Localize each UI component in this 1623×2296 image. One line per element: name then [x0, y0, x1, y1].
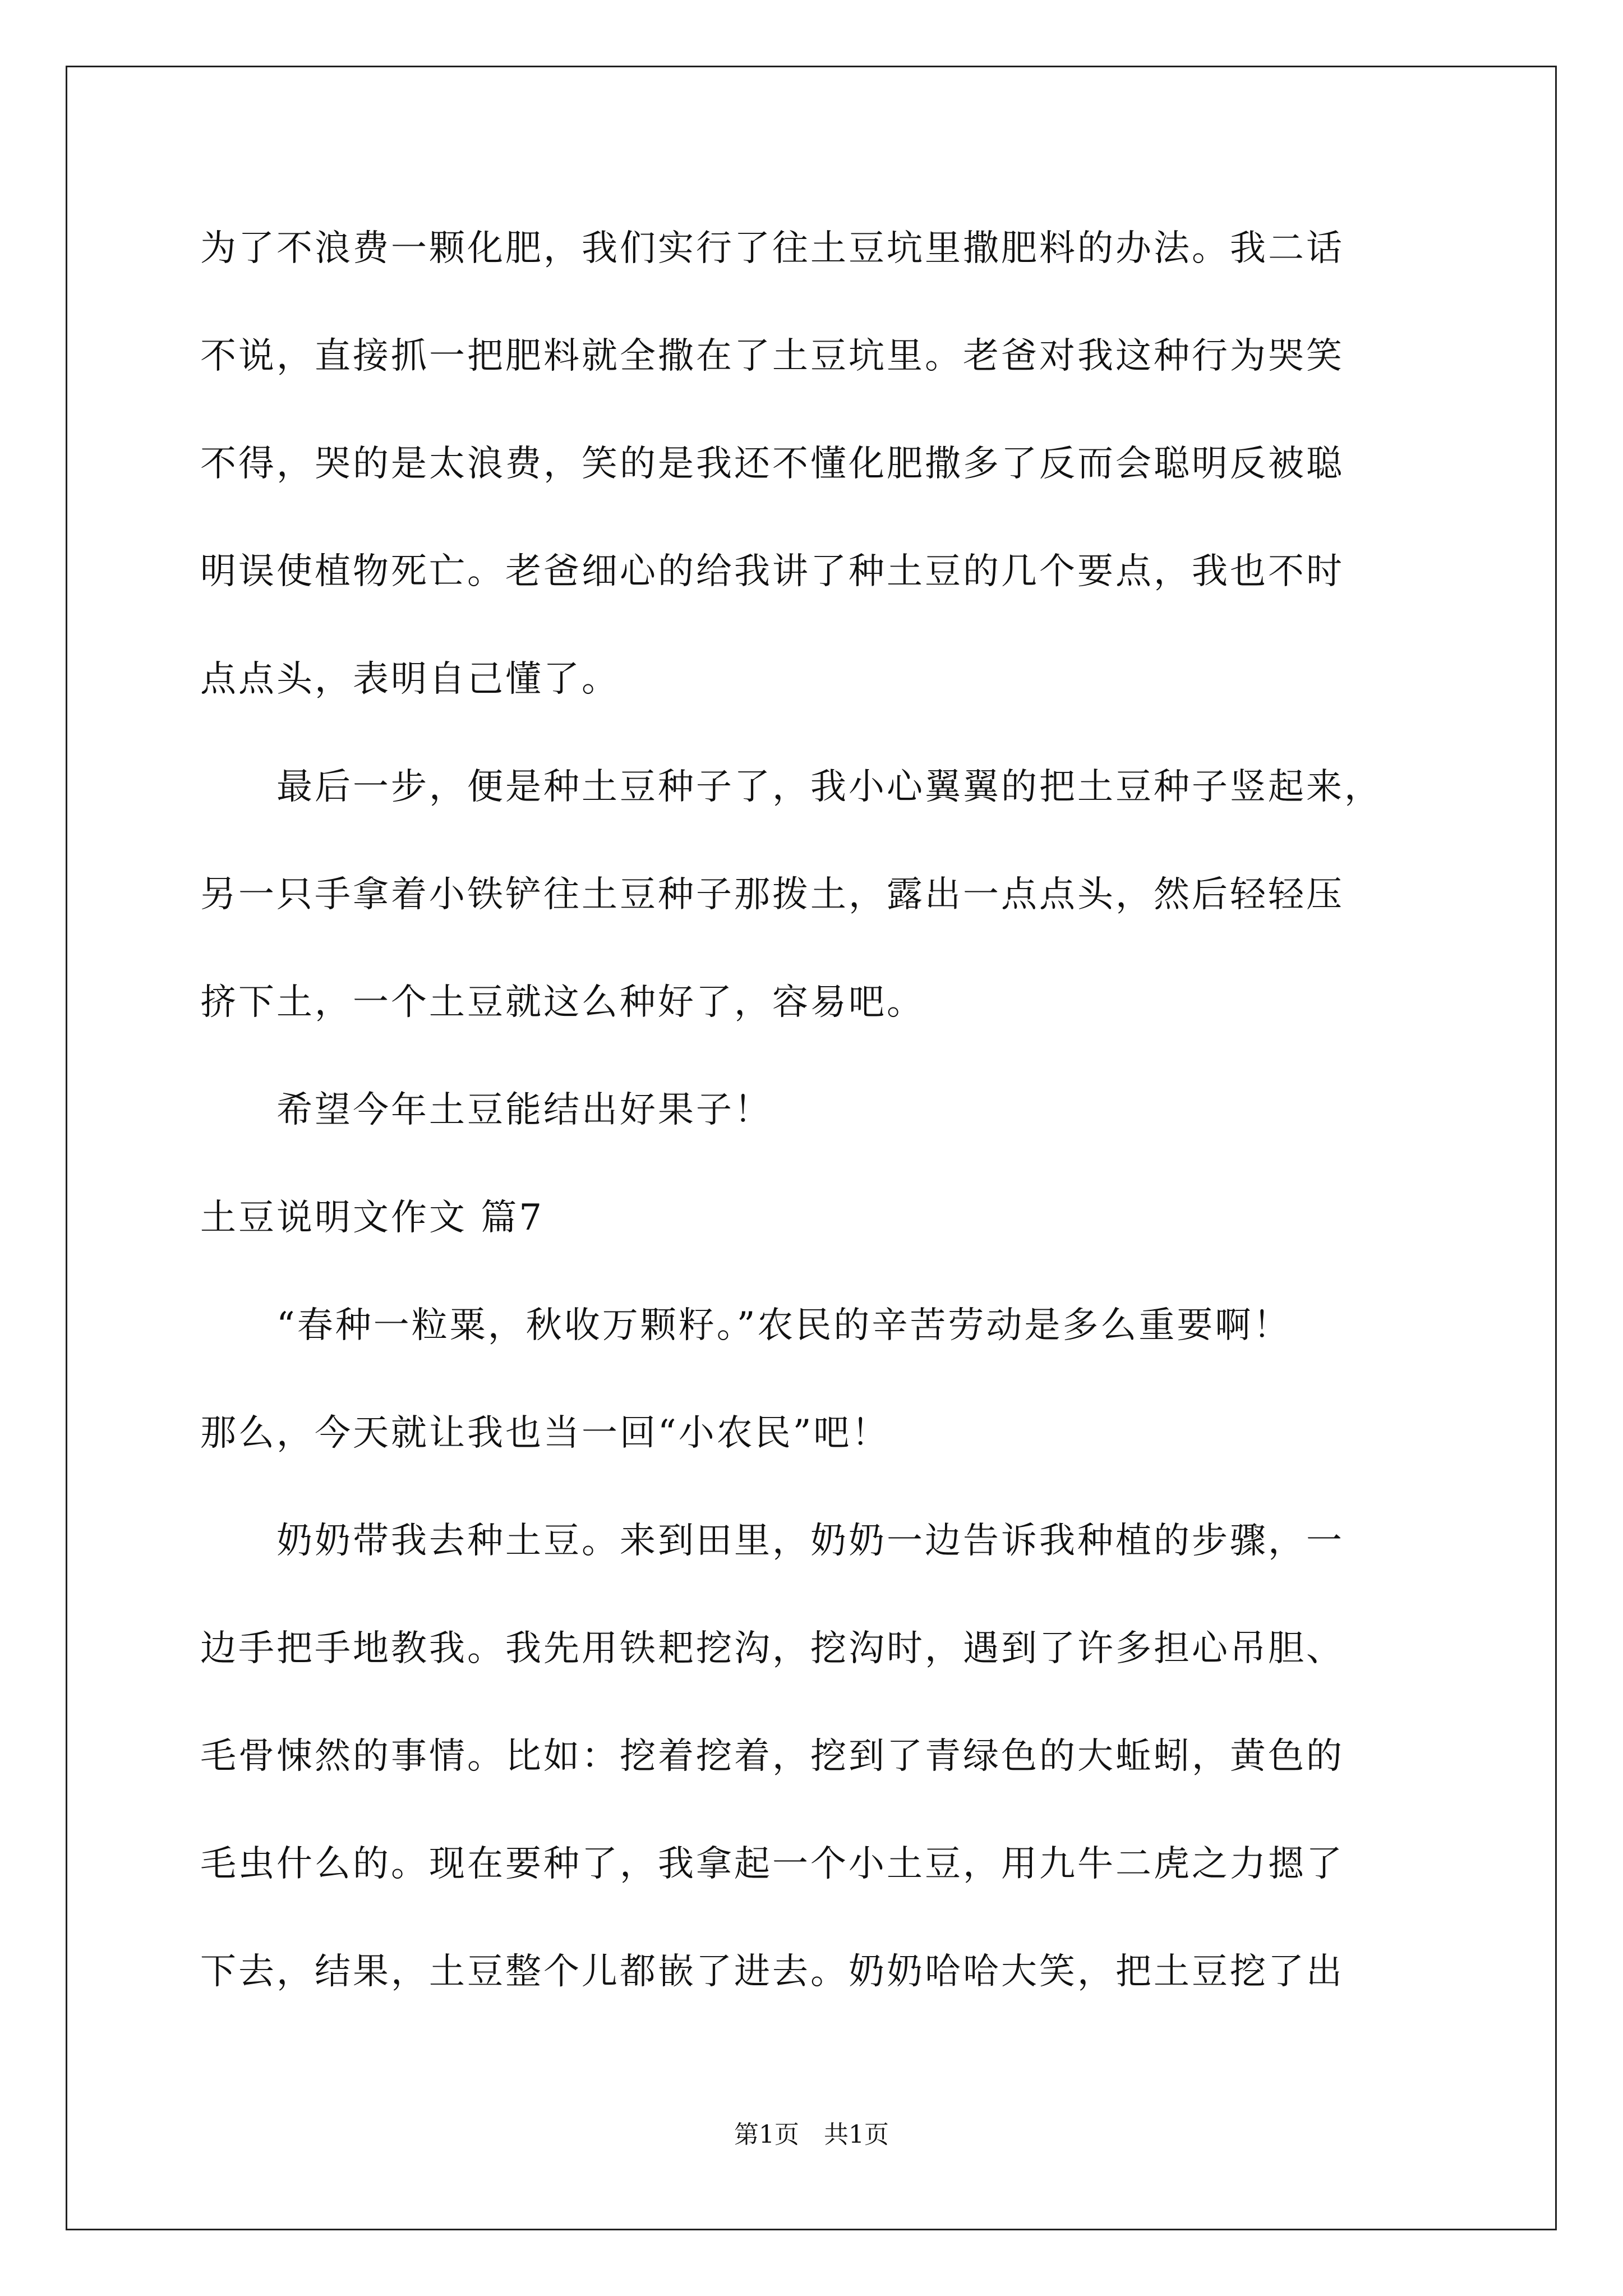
text-line: 毛虫什么的。现在要种了，我拿起一个小土豆，用九牛二虎之力摁了 — [200, 1843, 1344, 1885]
text-line: 毛骨悚然的事情。比如：挖着挖着，挖到了青绿色的大蚯蚓，黄色的 — [200, 1736, 1344, 1777]
text-line: 奶奶带我去种土豆。来到田里，奶奶一边告诉我种植的步骤，一 — [200, 1520, 1344, 1562]
text-line: 明误使植物死亡。老爸细心的给我讲了种土豆的几个要点，我也不时 — [200, 551, 1344, 592]
section-heading: 土豆说明文作文 篇7 — [200, 1197, 545, 1239]
text-line: “春种一粒粟，秋收万颗籽。”农民的辛苦劳动是多么重要啊！ — [200, 1305, 1292, 1346]
text-line: 挤下土，一个土豆就这么种好了，容易吧。 — [200, 982, 925, 1023]
text-line: 最后一步，便是种土豆种子了，我小心翼翼的把土豆种子竖起来， — [200, 766, 1382, 808]
text-line: 不得，哭的是太浪费，笑的是我还不懂化肥撒多了反而会聪明反被聪 — [200, 443, 1344, 485]
text-line: 下去，结果，土豆整个儿都嵌了进去。奶奶哈哈大笑，把土豆挖了出 — [200, 1951, 1344, 1993]
text-line: 那么，今天就让我也当一回“小农民”吧！ — [200, 1412, 890, 1454]
page-border — [66, 66, 1557, 2230]
text-line: 另一只手拿着小铁铲往土豆种子那拨土，露出一点点头，然后轻轻压 — [200, 874, 1344, 915]
text-line: 边手把手地教我。我先用铁耙挖沟，挖沟时，遇到了许多担心吊胆、 — [200, 1628, 1344, 1669]
text-line: 点点头，表明自己懂了。 — [200, 659, 620, 700]
text-line: 希望今年土豆能结出好果子！ — [200, 1089, 772, 1131]
text-line: 不说，直接抓一把肥料就全撒在了土豆坑里。老爸对我这种行为哭笑 — [200, 335, 1344, 377]
page-footer: 第1页 共1页 — [734, 2120, 889, 2149]
text-line: 为了不浪费一颗化肥，我们实行了往土豆坑里撒肥料的办法。我二话 — [200, 228, 1344, 269]
